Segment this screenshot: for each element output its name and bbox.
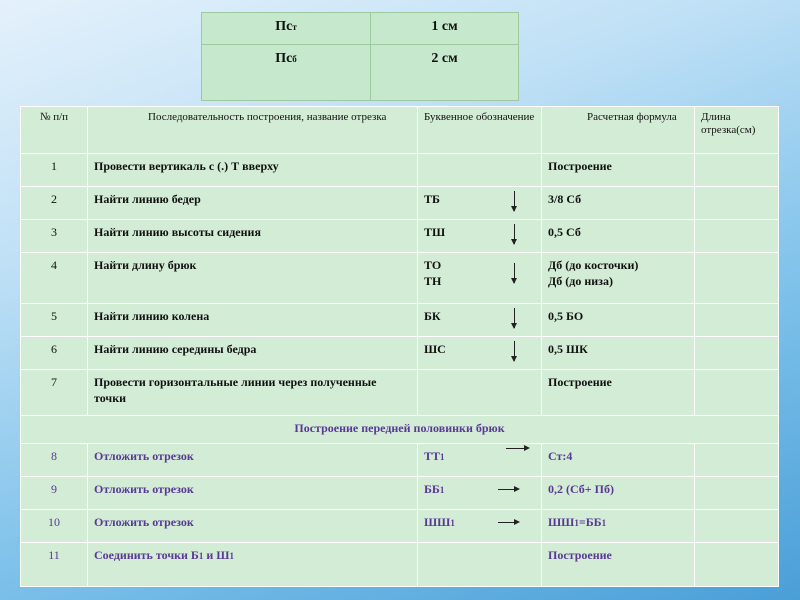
row-letters bbox=[418, 154, 542, 187]
row-text: Найти линию середины бедра bbox=[88, 337, 418, 370]
table-row bbox=[21, 304, 779, 337]
arrow-right-icon bbox=[498, 522, 518, 523]
arrow-down-icon bbox=[514, 308, 515, 328]
allowance-label: Псб bbox=[202, 45, 371, 101]
row-num: 11 bbox=[21, 543, 88, 587]
row-text: Найти линию колена bbox=[88, 304, 418, 337]
header-sequence: Последовательность построения, название отрезка bbox=[88, 107, 418, 154]
row-letters bbox=[418, 370, 542, 416]
table-row bbox=[21, 337, 779, 370]
row-text: Найти линию высоты сидения bbox=[88, 220, 418, 253]
row-text: Найти длину брюк bbox=[88, 253, 418, 304]
row-letters: БК bbox=[418, 304, 542, 337]
table-row bbox=[21, 154, 779, 187]
arrow-down-icon bbox=[514, 224, 515, 244]
table-row bbox=[21, 220, 779, 253]
arrow-down-icon bbox=[514, 263, 515, 283]
allowance-row bbox=[202, 45, 519, 101]
row-length bbox=[695, 444, 779, 477]
row-formula: Построение bbox=[542, 543, 695, 587]
section-title: Построение передней половинки брюк bbox=[21, 416, 779, 444]
row-length bbox=[695, 337, 779, 370]
row-num: 10 bbox=[21, 510, 88, 543]
allowance-table bbox=[201, 12, 519, 101]
row-text: Провести горизонтальные линии через полученные точки bbox=[88, 370, 418, 416]
row-formula: 0,5 БО bbox=[542, 304, 695, 337]
row-formula: 0,5 Сб bbox=[542, 220, 695, 253]
row-num: 2 bbox=[21, 187, 88, 220]
row-length bbox=[695, 154, 779, 187]
row-formula: Ст:4 bbox=[542, 444, 695, 477]
row-letters: ББ1 bbox=[418, 477, 542, 510]
row-length bbox=[695, 510, 779, 543]
row-num: 5 bbox=[21, 304, 88, 337]
table-row bbox=[21, 187, 779, 220]
table-row bbox=[21, 543, 779, 587]
row-text: Отложить отрезок bbox=[88, 477, 418, 510]
row-formula: 0,2 (Сб+ Пб) bbox=[542, 477, 695, 510]
row-formula: Построение bbox=[542, 154, 695, 187]
table-row bbox=[21, 510, 779, 543]
allowance-value: 2 см bbox=[371, 45, 519, 101]
row-num: 9 bbox=[21, 477, 88, 510]
row-num: 4 bbox=[21, 253, 88, 304]
row-length bbox=[695, 187, 779, 220]
row-text: Найти линию бедер bbox=[88, 187, 418, 220]
row-letters bbox=[418, 543, 542, 587]
header-row bbox=[21, 107, 779, 154]
header-letters: Буквенное обозначение bbox=[418, 107, 542, 154]
row-num: 7 bbox=[21, 370, 88, 416]
table-row bbox=[21, 370, 779, 416]
row-text: Отложить отрезок bbox=[88, 510, 418, 543]
allowance-row bbox=[202, 13, 519, 45]
row-letters: ШШ1 bbox=[418, 510, 542, 543]
row-length bbox=[695, 543, 779, 587]
header-formula: Расчетная формула bbox=[542, 107, 695, 154]
row-formula: 0,5 ШК bbox=[542, 337, 695, 370]
allowance-value: 1 см bbox=[371, 13, 519, 45]
arrow-down-icon bbox=[514, 341, 515, 361]
row-num: 8 bbox=[21, 444, 88, 477]
arrow-down-icon bbox=[514, 191, 515, 211]
row-letters: ТО ТН bbox=[418, 253, 542, 304]
row-text: Отложить отрезок bbox=[88, 444, 418, 477]
row-text: Провести вертикаль с (.) Т вверху bbox=[88, 154, 418, 187]
allowance-label: Пст bbox=[202, 13, 371, 45]
row-formula: Дб (до косточки) Дб (до низа) bbox=[542, 253, 695, 304]
table-row bbox=[21, 253, 779, 304]
row-length bbox=[695, 253, 779, 304]
header-num: № п/п bbox=[21, 107, 88, 154]
row-formula: 3/8 Сб bbox=[542, 187, 695, 220]
row-length bbox=[695, 220, 779, 253]
row-formula: Построение bbox=[542, 370, 695, 416]
row-letters: ТШ bbox=[418, 220, 542, 253]
row-letters: ТТ1 bbox=[418, 444, 542, 477]
row-num: 6 bbox=[21, 337, 88, 370]
row-length bbox=[695, 304, 779, 337]
header-length: Длина отрезка(см) bbox=[695, 107, 779, 154]
arrow-right-icon bbox=[498, 489, 518, 490]
row-length bbox=[695, 370, 779, 416]
table-row bbox=[21, 477, 779, 510]
arrow-right-icon bbox=[506, 448, 528, 449]
construction-table bbox=[20, 106, 779, 587]
row-text: Соединить точки Б1 и Ш1 bbox=[88, 543, 418, 587]
table-row bbox=[21, 444, 779, 477]
row-letters: ШС bbox=[418, 337, 542, 370]
row-length bbox=[695, 477, 779, 510]
row-num: 1 bbox=[21, 154, 88, 187]
row-letters: ТБ bbox=[418, 187, 542, 220]
section-row bbox=[21, 416, 779, 444]
row-num: 3 bbox=[21, 220, 88, 253]
row-formula: ШШ1=ББ1 bbox=[542, 510, 695, 543]
